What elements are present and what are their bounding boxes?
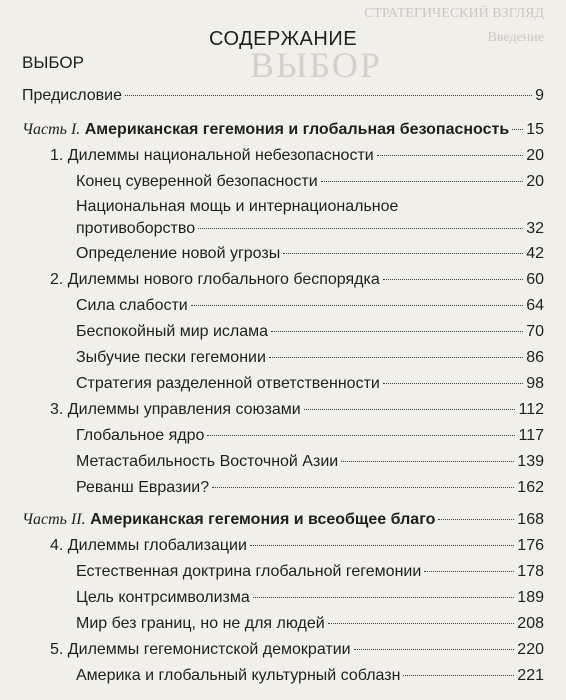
book-section-heading: ВЫБОР [22, 53, 84, 72]
part-title: Американская гегемония и глобальная безопасность [84, 121, 510, 138]
toc-entry-label: Зыбучие пески гегемонии [76, 349, 266, 366]
toc-entry-label: Сила слабости [76, 297, 188, 314]
part-prefix: Часть II. [22, 511, 86, 528]
bleed-through-running-head: СТРАТЕГИЧЕСКИЙ ВЗГЛЯД [364, 6, 544, 21]
dot-leader [269, 357, 523, 358]
toc-entry-label-line-2: противоборство [76, 220, 196, 237]
toc-page-number: 162 [517, 479, 544, 496]
dot-leader [383, 383, 523, 384]
toc-entry-section[interactable] [76, 425, 544, 447]
toc-entry-label: Конец суверенной безопасности [76, 173, 318, 190]
toc-entry-label: Реванш Евразии? [76, 479, 210, 496]
toc-page-number: 9 [535, 87, 544, 104]
toc-page-number: 176 [517, 537, 544, 554]
dot-leader [271, 331, 523, 332]
toc-page-number: 42 [526, 245, 544, 262]
toc-part-label [22, 119, 509, 141]
dot-leader [198, 228, 523, 229]
toc-entry-chapter-4[interactable] [50, 535, 544, 557]
toc-entry-label: 3. Дилеммы управления союзами [50, 401, 301, 418]
dot-leader [125, 95, 532, 96]
toc-page-number: 64 [526, 297, 544, 314]
dot-leader [377, 155, 524, 156]
toc-entry-label: 4. Дилеммы глобализации [50, 537, 247, 554]
toc-entry-chapter-1[interactable] [50, 145, 544, 167]
dot-leader [438, 519, 514, 520]
toc-entry-chapter-3[interactable] [50, 399, 544, 421]
toc-page-number: 220 [517, 641, 544, 658]
toc-page-number: 139 [517, 453, 544, 470]
toc-entry-label: Глобальное ядро [76, 427, 205, 444]
toc-entry-label: Мир без границ, но не для людей [76, 615, 325, 632]
toc-entry-section[interactable] [76, 613, 544, 635]
toc-page-number: 60 [526, 271, 544, 288]
dot-leader [403, 675, 514, 676]
toc-entry-label: Цель контрсимволизма [76, 589, 250, 606]
toc-entry-section[interactable] [76, 321, 544, 343]
toc-page-number: 189 [517, 589, 544, 606]
dot-leader [250, 545, 514, 546]
toc-entry-section[interactable] [76, 171, 544, 193]
dot-leader [304, 409, 516, 410]
toc-page-number: 112 [518, 401, 544, 418]
toc-entry-part-2[interactable] [22, 509, 544, 531]
toc-entry-section[interactable] [76, 451, 544, 473]
toc-entry-preface[interactable] [22, 85, 544, 107]
dot-leader [354, 649, 515, 650]
toc-page-number: 20 [526, 173, 544, 190]
dot-leader [212, 487, 514, 488]
part-prefix: Часть I. [22, 121, 81, 138]
toc-page-number: 86 [526, 349, 544, 366]
toc-page-number: 15 [526, 121, 544, 138]
toc-part-label [22, 509, 435, 531]
toc-page-number: 208 [517, 615, 544, 632]
toc-entry-section[interactable] [76, 347, 544, 369]
toc-entry-label: Америка и глобальный культурный соблазн [76, 667, 401, 684]
dot-leader [283, 253, 523, 254]
toc-entry-chapter-5[interactable] [50, 639, 544, 661]
toc-entry-section[interactable] [76, 665, 544, 687]
toc-entry-section[interactable] [76, 373, 544, 395]
toc-entry-label: Предисловие [22, 87, 122, 104]
toc-page-number: 98 [526, 375, 544, 392]
toc-page-number: 178 [517, 563, 544, 580]
dot-leader [512, 129, 523, 130]
part-title: Американская гегемония и всеобщее благо [90, 511, 436, 528]
toc-entry-label: Естественная доктрина глобальной гегемонии [76, 563, 422, 580]
toc-page-number: 32 [526, 220, 544, 237]
toc-entry-label: 5. Дилеммы гегемонистской демократии [50, 641, 351, 658]
toc-entry-label: Стратегия разделенной ответственности [76, 375, 380, 392]
dot-leader [321, 181, 524, 182]
bleed-through-intro: Введение [487, 30, 544, 45]
toc-entry-label: Беспокойный мир ислама [76, 323, 269, 340]
dot-leader [253, 597, 515, 598]
toc-entry-section[interactable] [76, 295, 544, 317]
toc-entry-section[interactable] [76, 561, 544, 583]
toc-entry-part-1[interactable] [22, 119, 544, 141]
bleed-through-heading: ВЫБОР [250, 45, 382, 85]
toc-page-number: 117 [518, 427, 544, 444]
toc-entry-chapter-2[interactable] [50, 269, 544, 291]
dot-leader [341, 461, 514, 462]
dot-leader [383, 279, 523, 280]
toc-entry-label: 2. Дилеммы нового глобального беспорядка [50, 271, 380, 288]
page-title: СОДЕРЖАНИЕ [208, 28, 358, 50]
toc-entry-label: Метастабильность Восточной Азии [76, 453, 339, 470]
dot-leader [191, 305, 523, 306]
dot-leader [207, 435, 515, 436]
toc-page-number: 221 [517, 667, 544, 684]
toc-page-number: 20 [526, 147, 544, 164]
dot-leader [328, 623, 515, 624]
toc-entry-label: Определение новой угрозы [76, 245, 281, 262]
toc-entry-label-line-1: Национальная мощь и интернациональное [76, 198, 399, 215]
toc-entry-section[interactable] [76, 218, 544, 240]
toc-entry-section[interactable] [76, 587, 544, 609]
toc-page-number: 70 [526, 323, 544, 340]
toc-entry-label: 1. Дилеммы национальной небезопасности [50, 147, 374, 164]
dot-leader [424, 571, 514, 572]
toc-page-number: 168 [517, 511, 544, 528]
toc-entry-section[interactable] [76, 243, 544, 265]
toc-entry-section[interactable] [76, 477, 544, 499]
